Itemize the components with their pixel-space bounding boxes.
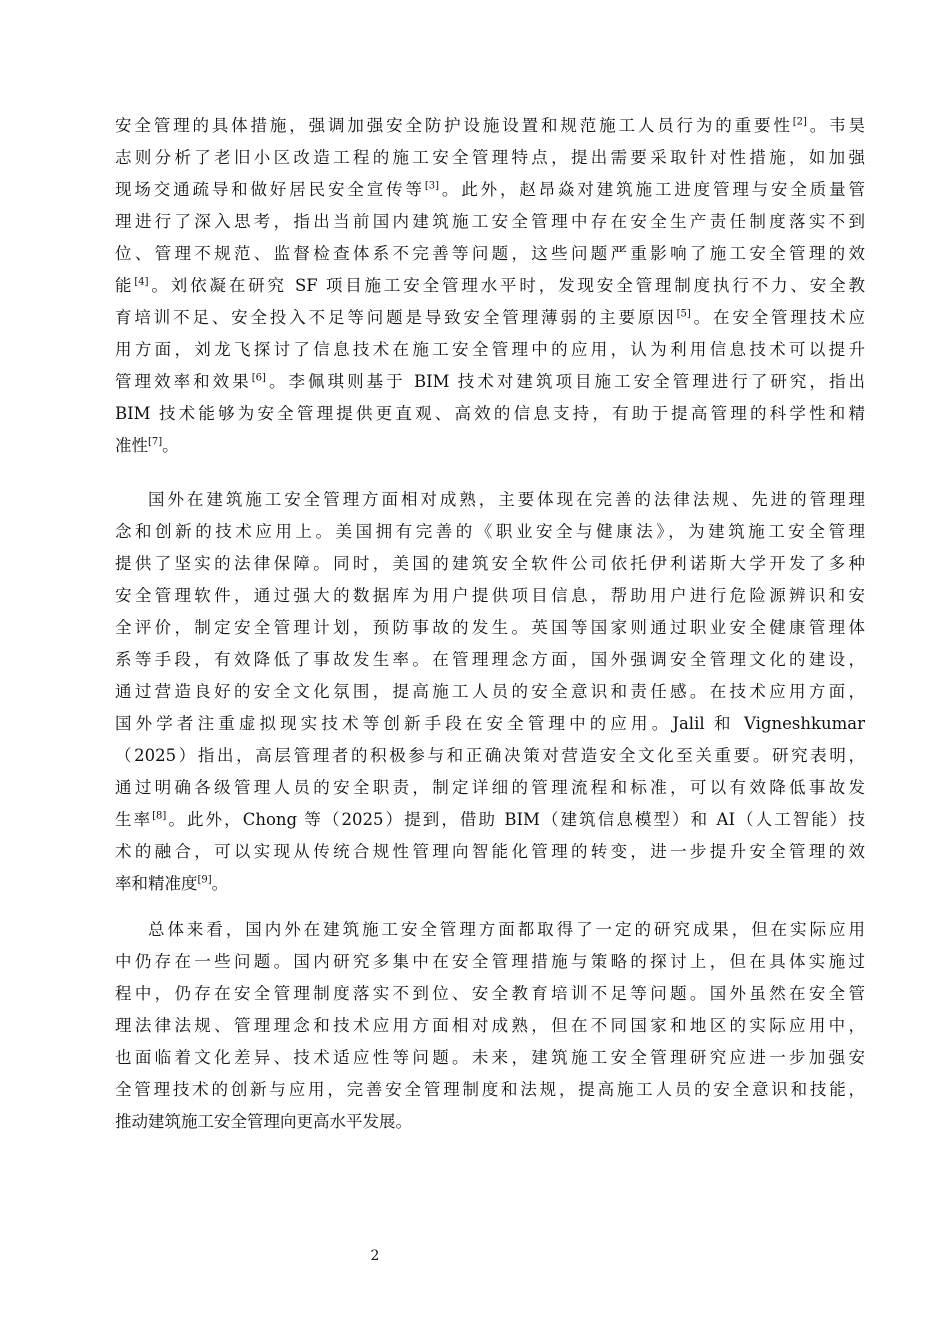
text-segment: 用方面，刘龙飞探讨了信息技术在施工安全管理中的应用，认为利用信息技术可以提升 (115, 340, 865, 359)
text-segment: 国外在建筑施工安全管理方面相对成熟，主要体现在完善的法律法规、先进的管理理 (148, 490, 865, 509)
text-segment: 。 (211, 874, 229, 893)
citation-reference: [2] (792, 116, 807, 128)
citation-reference: [4] (134, 276, 149, 288)
text-line (115, 430, 865, 462)
text-line (115, 946, 865, 978)
text-segment: 。在安全管理技术应 (690, 308, 866, 327)
text-segment: 全管理技术的创新与应用，完善安全管理制度和法规，提高施工人员的安全意识和技能， (115, 1080, 865, 1099)
text-segment: 推动建筑施工安全管理向更高水平发展。 (115, 1112, 412, 1131)
text-segment: 育培训不足、安全投入不足等问题是导致安全管理薄弱的主要原因 (115, 308, 677, 327)
text-segment: 位、管理不规范、监督检查体系不完善等问题，这些问题严重影响了施工安全管理的效 (115, 244, 865, 263)
paragraph-summary (115, 914, 865, 1138)
text-segment: 念和创新的技术应用上。美国拥有完善的《职业安全与健康法》，为建筑施工安全管理 (115, 522, 865, 541)
text-line (115, 914, 865, 946)
text-line (115, 804, 865, 836)
paragraph-domestic-research (115, 110, 865, 462)
text-line (115, 516, 865, 548)
text-segment: 也面临着文化差异、技术适应性等问题。未来，建筑施工安全管理研究应进一步加强安 (115, 1048, 865, 1067)
text-line (115, 708, 865, 740)
text-line (115, 270, 865, 302)
text-line (115, 644, 865, 676)
text-line (115, 548, 865, 580)
text-segment: BIM 技术能够为安全管理提供更直观、高效的信息支持，有助于提高管理的科学性和精 (115, 404, 865, 423)
text-segment: 理进行了深入思考，指出当前国内建筑施工安全管理中存在安全生产责任制度落实不到 (115, 212, 865, 231)
page-number: 2 (370, 1248, 380, 1264)
text-line (115, 1010, 865, 1042)
text-segment: 志则分析了老旧小区改造工程的施工安全管理特点，提出需要采取针对性措施，如加强 (115, 148, 865, 167)
text-segment: 管理效率和效果 (115, 372, 252, 391)
text-segment: 。此外，赵昂焱对建筑施工进度管理与安全质量管 (439, 180, 866, 199)
text-segment: 准性 (115, 436, 148, 455)
text-line (115, 142, 865, 174)
text-segment: 系等手段，有效降低了事故发生率。在管理理念方面，国外强调安全管理文化的建设， (115, 650, 865, 669)
text-line (115, 1106, 865, 1138)
text-segment: 能 (115, 276, 135, 295)
text-line (115, 836, 865, 868)
text-segment: 中仍存在一些问题。国内研究多集中在安全管理措施与策略的探讨上，但在具体实施过 (115, 952, 865, 971)
text-segment: 。 (162, 436, 179, 455)
citation-reference: [6] (251, 372, 266, 384)
citation-reference: [9] (197, 874, 212, 886)
text-line (115, 580, 865, 612)
text-segment: 。李佩琪则基于 BIM 技术对建筑项目施工安全管理进行了研究，指出 (265, 372, 866, 391)
text-segment: 现场交通疏导和做好居民安全宣传等 (115, 180, 425, 199)
citation-reference: [5] (676, 308, 691, 320)
text-line (115, 1074, 865, 1106)
text-line (115, 978, 865, 1010)
text-segment: 通过明确各级管理人员的安全职责，制定详细的管理流程和标准，可以有效降低事故发 (115, 778, 865, 797)
text-segment: 提供了坚实的法律保障。同时，美国的建筑安全软件公司依托伊利诺斯大学开发了多种 (115, 554, 865, 573)
text-segment: 。韦昊 (806, 116, 866, 135)
citation-reference: [7] (148, 436, 163, 448)
text-segment: 理法律法规、管理理念和技术应用方面相对成熟，但在不同国家和地区的实际应用中， (115, 1016, 865, 1035)
text-segment: 程中，仍存在安全管理制度落实不到位、安全教育培训不足等问题。国外虽然在安全管 (115, 984, 865, 1003)
text-line (115, 334, 865, 366)
text-line (115, 1042, 865, 1074)
text-line (115, 110, 865, 142)
text-segment: 。此外，Chong 等（2025）提到，借助 BIM（建筑信息模型）和 AI（人工智能）技 (166, 810, 865, 829)
text-line (115, 772, 865, 804)
text-line (115, 206, 865, 238)
text-line (115, 484, 865, 516)
text-line (115, 740, 865, 772)
text-segment: 通过营造良好的安全文化氛围，提高施工人员的安全意识和责任感。在技术应用方面， (115, 682, 865, 701)
text-line (115, 398, 865, 430)
citation-reference: [3] (424, 180, 439, 192)
text-line (115, 676, 865, 708)
text-segment: 国外学者注重虚拟现实技术等创新手段在安全管理中的应用。Jalil 和 Vigneshkumar (115, 714, 865, 733)
text-line (115, 302, 865, 334)
text-segment: 率和精准度 (115, 874, 198, 893)
text-segment: 术的融合，可以实现从传统合规性管理向智能化管理的转变，进一步提升安全管理的效 (115, 842, 865, 861)
text-segment: 。刘依凝在研究 SF 项目施工安全管理水平时，发现安全管理制度执行不力、安全教 (148, 276, 865, 295)
text-segment: 安全管理的具体措施，强调加强安全防护设施设置和规范施工人员行为的重要性 (115, 116, 793, 135)
text-line (115, 238, 865, 270)
text-line (115, 612, 865, 644)
text-segment: 生率 (115, 810, 153, 829)
text-line (115, 174, 865, 206)
paragraph-foreign-research (115, 484, 865, 900)
text-line (115, 868, 865, 900)
citation-reference: [8] (152, 810, 167, 822)
text-segment: （2025）指出，高层管理者的积极参与和正确决策对营造安全文化至关重要。研究表明， (115, 746, 865, 765)
text-segment: 全评价，制定安全管理计划，预防事故的发生。英国等国家则通过职业安全健康管理体 (115, 618, 865, 637)
text-segment: 安全管理软件，通过强大的数据库为用户提供项目信息，帮助用户进行危险源辨识和安 (115, 586, 865, 605)
text-segment: 总体来看，国内外在建筑施工安全管理方面都取得了一定的研究成果，但在实际应用 (148, 920, 865, 939)
text-line (115, 366, 865, 398)
